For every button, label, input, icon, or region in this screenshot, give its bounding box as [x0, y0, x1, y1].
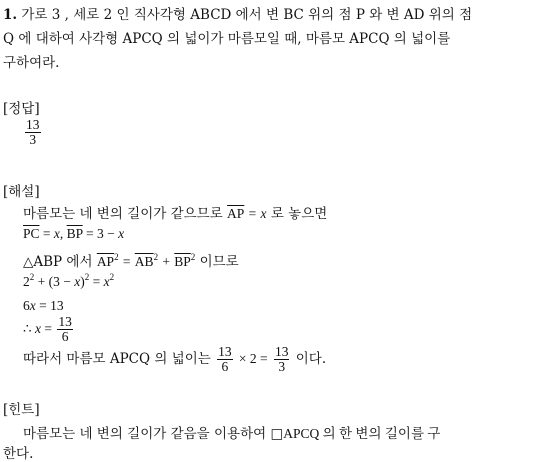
- equals-sign: =: [248, 206, 257, 221]
- solution-line-6: [23, 315, 75, 344]
- hint-heading: [힌트]: [3, 402, 40, 418]
- solution-line-4: [23, 274, 114, 290]
- solution-line-7: [23, 345, 326, 374]
- term: 2: [23, 274, 30, 289]
- variable-x: x: [118, 226, 125, 241]
- variable-x: x: [34, 320, 41, 336]
- numerator: 13: [218, 344, 232, 359]
- exponent: 2: [84, 272, 90, 282]
- solution-l3-tail: 이므로: [199, 254, 239, 270]
- numerator: 13: [274, 344, 289, 359]
- problem-text-1: 가로 3 , 세로 2 인 직사각형 ABCD 에서 변 BC 위의 점 P 와 변 AD 위의 점: [21, 7, 473, 23]
- segment-bp: $\overline{BP}$: [66, 226, 83, 241]
- exponent: 2: [153, 252, 159, 262]
- variable-x: x: [103, 274, 110, 289]
- answer-numerator: 13: [26, 117, 40, 132]
- equals-sign: =: [44, 320, 52, 336]
- exponent: 2: [29, 272, 35, 282]
- hint-line-1: [23, 422, 440, 442]
- hint-text-b: APCQ 의 한 변의 길이를 구: [283, 426, 441, 441]
- exponent: 2: [109, 272, 115, 282]
- segment-bp: $\overline{BP}$: [174, 254, 191, 269]
- answer-heading: [정답]: [3, 101, 40, 117]
- segment-pc: $\overline{PC}$: [23, 226, 40, 241]
- variable-x: x: [74, 274, 81, 289]
- exponent: 2: [114, 252, 119, 262]
- paren: ): [80, 274, 85, 289]
- equals-sign: =: [122, 254, 131, 269]
- solution-l7-text: 따라서 마름모 APCQ 의 넓이는: [23, 351, 211, 368]
- coefficient: 6: [23, 298, 30, 313]
- answer-fraction: [25, 118, 41, 147]
- expression: × 2 =: [238, 351, 268, 367]
- problem-text-3: 구하여라.: [3, 55, 60, 71]
- term: + (3 −: [37, 274, 71, 289]
- problem-number: 1.: [3, 7, 18, 23]
- hint-line-2: 한다.: [3, 446, 34, 462]
- therefore-symbol: ∴: [23, 320, 32, 336]
- variable-x: x,: [53, 226, 64, 241]
- equals-sign: =: [42, 226, 51, 241]
- plus-sign: +: [162, 254, 170, 269]
- exponent: 2: [190, 252, 196, 262]
- answer-value: [23, 118, 43, 147]
- solution-line-3: [23, 250, 239, 270]
- expression: = 13: [39, 298, 64, 313]
- problem-text-2: Q 에 대하여 사각형 APCQ 의 넓이가 마름모일 때, 마름모 APCQ 의 넓이를: [3, 31, 451, 47]
- solution-l1-text: 마름모는 네 변의 길이가 같으므로: [23, 206, 223, 222]
- denominator: 6: [221, 359, 229, 375]
- fraction: [57, 315, 73, 344]
- hint-text-a: 마름모는 네 변의 길이가 같음을 이용하여: [23, 426, 267, 442]
- fraction: [217, 345, 233, 374]
- variable-x: x: [260, 206, 267, 221]
- answer-denominator: 3: [29, 132, 37, 148]
- solution-heading: [해설]: [3, 184, 40, 200]
- expression: = 3 −: [86, 226, 115, 241]
- solution-l7-tail: 이다.: [295, 351, 327, 368]
- fraction: [274, 345, 290, 374]
- solution-line-5: [23, 298, 64, 314]
- solution-line-1: [23, 202, 327, 222]
- solution-l1-tail: 로 놓으면: [270, 206, 328, 222]
- equals-sign: =: [92, 274, 101, 289]
- solution-line-2: [23, 226, 124, 242]
- segment-ap: $\overline{AP}$: [227, 206, 245, 221]
- denominator: 3: [278, 359, 286, 375]
- segment-ap: $\overline{AP}$: [96, 254, 115, 269]
- square-symbol: □: [270, 426, 284, 442]
- problem-line-1: [3, 3, 472, 23]
- denominator: 6: [61, 329, 69, 345]
- triangle-label: △ABP 에서: [23, 254, 93, 270]
- variable-x: x: [29, 298, 36, 313]
- numerator: 13: [58, 314, 72, 329]
- segment-ab: $\overline{AB}$: [134, 254, 154, 269]
